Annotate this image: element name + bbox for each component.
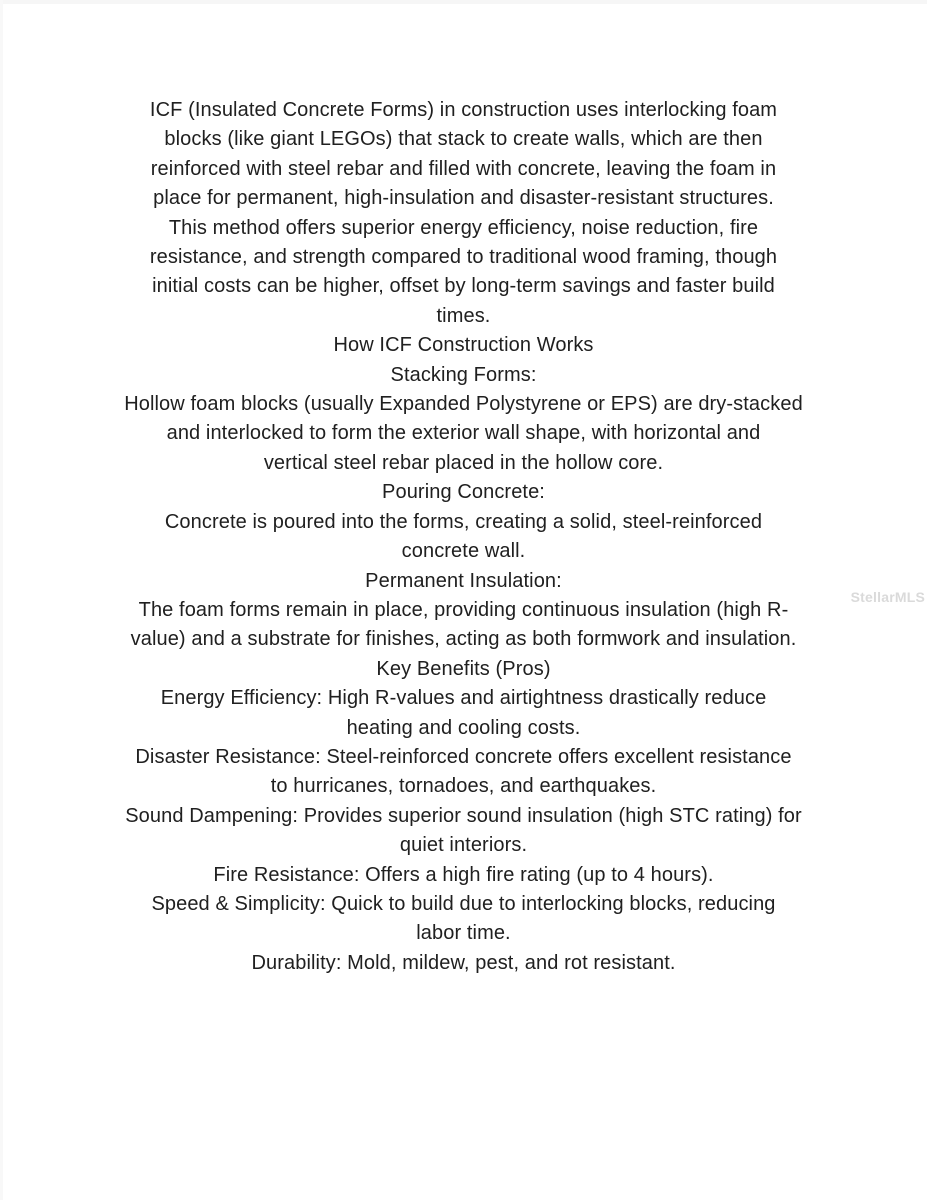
subheading-permanent-insulation [0,567,927,596]
heading-text: Key Benefits (Pros) [376,657,551,680]
text-line: resistance, and strength compared to traditional wood framing, though [149,246,778,269]
text-line: Durability: Mold, mildew, pest, and rot resistant. [251,951,676,974]
document-text [0,96,927,978]
text-line: vertical steel rebar placed in the hollow core. [263,451,664,474]
text-line: Energy Efficiency: High R-values and airtightness drastically reduce [160,687,767,710]
paragraph-stacking-forms-body [0,390,927,478]
text-line: and interlocked to form the exterior wall shape, with horizontal and [166,422,761,445]
benefit-sound-dampening [0,802,927,861]
paragraph-pouring-concrete-body [0,508,927,567]
paragraph-intro [0,96,927,331]
benefit-durability [0,949,927,978]
text-line: times. [436,304,491,327]
benefit-speed-simplicity [0,890,927,949]
stellar-mls-watermark: StellarMLS [850,589,925,605]
subheading-pouring-concrete [0,478,927,507]
text-line: to hurricanes, tornadoes, and earthquakes. [270,775,657,798]
text-line: Hollow foam blocks (usually Expanded Polystyrene or EPS) are dry-stacked [124,393,803,416]
text-line: concrete wall. [401,540,526,563]
page-edge-top [0,0,927,4]
benefit-energy-efficiency [0,684,927,743]
text-line: ICF (Insulated Concrete Forms) in construction uses interlocking foam [149,99,778,121]
benefit-disaster-resistance [0,743,927,802]
text-line: initial costs can be higher, offset by long-term savings and faster build [152,275,775,298]
text-line: Fire Resistance: Offers a high fire rating (up to 4 hours). [213,863,714,886]
text-line: The foam forms remain in place, providing continuous insulation (high R- [138,598,789,621]
subheading-text: Permanent Insulation: [365,569,562,592]
text-line: Concrete is poured into the forms, creating a solid, steel-reinforced [164,510,763,533]
text-line: place for permanent, high-insulation and disaster-resistant structures. [153,187,774,210]
benefit-fire-resistance [0,861,927,890]
heading-text: How ICF Construction Works [333,334,594,357]
subheading-text: Pouring Concrete: [382,481,545,504]
text-line: Disaster Resistance: Steel-reinforced concrete offers excellent resistance [135,745,792,768]
text-line: quiet interiors. [399,834,528,857]
heading-key-benefits [0,655,927,684]
text-line: reinforced with steel rebar and filled with concrete, leaving the foam in [150,157,777,180]
text-line: Sound Dampening: Provides superior sound insulation (high STC rating) for [125,804,802,827]
text-line: labor time. [416,922,511,945]
text-line: blocks (like giant LEGOs) that stack to create walls, which are then [164,128,763,151]
text-line: Speed & Simplicity: Quick to build due to interlocking blocks, reducing [151,892,776,915]
subheading-stacking-forms [0,361,927,390]
text-line: heating and cooling costs. [346,716,581,739]
text-line: value) and a substrate for finishes, acting as both formwork and insulation. [130,628,797,651]
text-line: This method offers superior energy efficiency, noise reduction, fire [168,216,759,239]
subheading-text: Stacking Forms: [390,363,537,386]
paragraph-permanent-insulation-body [0,596,927,655]
heading-how-icf-construction-works [0,331,927,360]
